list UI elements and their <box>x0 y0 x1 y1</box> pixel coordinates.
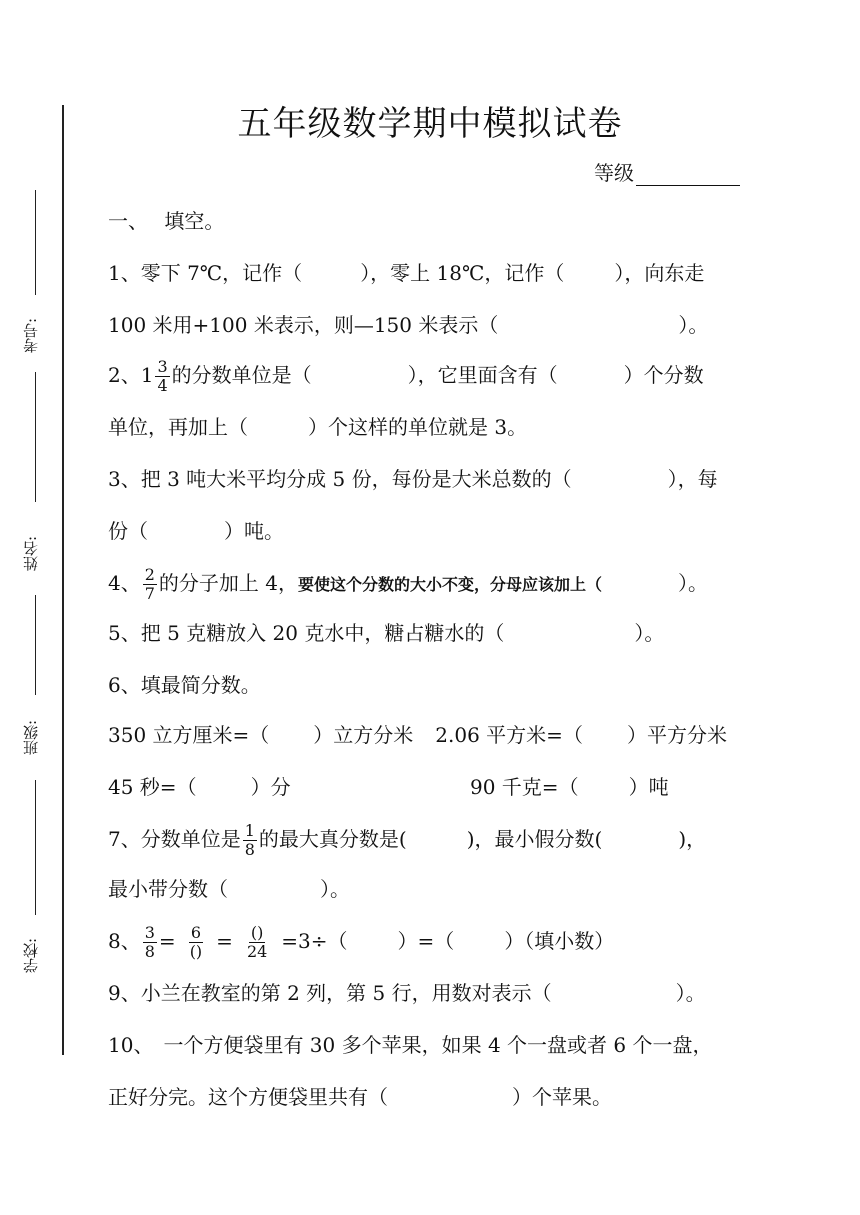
mixed-fraction: $\frac{3}{4}$ <box>157 357 168 395</box>
fraction: $\frac{6}{()}$ <box>189 923 203 961</box>
section-heading: 一、 填空。 <box>108 209 225 233</box>
name-label: 姓名: <box>22 535 40 571</box>
question-6-b: 45 秒=（ ）分 <box>108 775 291 799</box>
page-title: 五年级数学期中模拟试卷 <box>237 104 623 144</box>
question-7-line-2: 最小带分数（ ）。 <box>108 877 350 901</box>
school-label: 学校: <box>22 937 40 973</box>
question-3-line-2: 份（ ）吨。 <box>108 519 284 543</box>
question-5: 5、把 5 克糖放入 20 克水中，糖占糖水的（ ）。 <box>108 621 665 645</box>
binding-margin-line <box>62 105 64 1055</box>
grade-label: 等级 <box>594 161 634 185</box>
question-10-line-2: 正好分完。这个方便袋里共有（ ）个苹果。 <box>108 1085 612 1109</box>
question-2-line-2: 单位，再加上（ ）个这样的单位就是 3。 <box>108 415 528 439</box>
question-1-line-1: 1、零下 7℃，记作（ ），零上 18℃，记作（ ），向东走 <box>108 261 705 285</box>
class-label: 班级: <box>22 719 40 755</box>
question-1-line-2: 100 米用+100 米表示，则—150 米表示（ ）。 <box>108 313 709 337</box>
question-9: 9、小兰在教室的第 2 列，第 5 行，用数对表示（ ）。 <box>108 981 706 1005</box>
fraction: $\frac{()}{24}$ <box>246 923 268 961</box>
question-6-b-2: 90 千克=（ ）吨 <box>470 775 669 799</box>
question-6: 6、填最简分数。 <box>108 673 261 697</box>
exam-no-label: 考号: <box>22 317 40 353</box>
question-8: 8、 $\frac{3}{8}$ = $\frac{6}{()}$ = $\frac{()}{24}$ =3÷（ ）=（ ）（填小数） <box>108 923 615 961</box>
question-7-line-1: 7、分数单位是 $\frac{1}{8}$ 的最大真分数是( )，最小假分数( )， <box>108 821 707 859</box>
fraction: $\frac{1}{8}$ <box>244 821 255 859</box>
question-10-line-1: 10、 一个方便袋里有 30 多个苹果，如果 4 个一盘或者 6 个一盘， <box>108 1033 713 1057</box>
fraction: $\frac{3}{8}$ <box>144 923 155 961</box>
grade-field <box>594 157 740 186</box>
question-6-a: 350 立方厘米=（ ）立方分米 2.06 平方米=（ ）平方分米 <box>108 723 727 747</box>
grade-blank[interactable] <box>636 163 740 186</box>
question-3-line-1: 3、把 3 吨大米平均分成 5 份，每份是大米总数的（ ），每 <box>108 467 718 491</box>
question-4: 4、 $\frac{2}{7}$ 的分子加上 4，要使这个分数的大小不变，分母应该加上（ ）。 <box>108 565 709 603</box>
question-2-line-1: 2、1 $\frac{3}{4}$ 的分数单位是（ ），它里面含有（ ）个分数 <box>108 357 704 395</box>
fraction: $\frac{2}{7}$ <box>144 565 155 603</box>
